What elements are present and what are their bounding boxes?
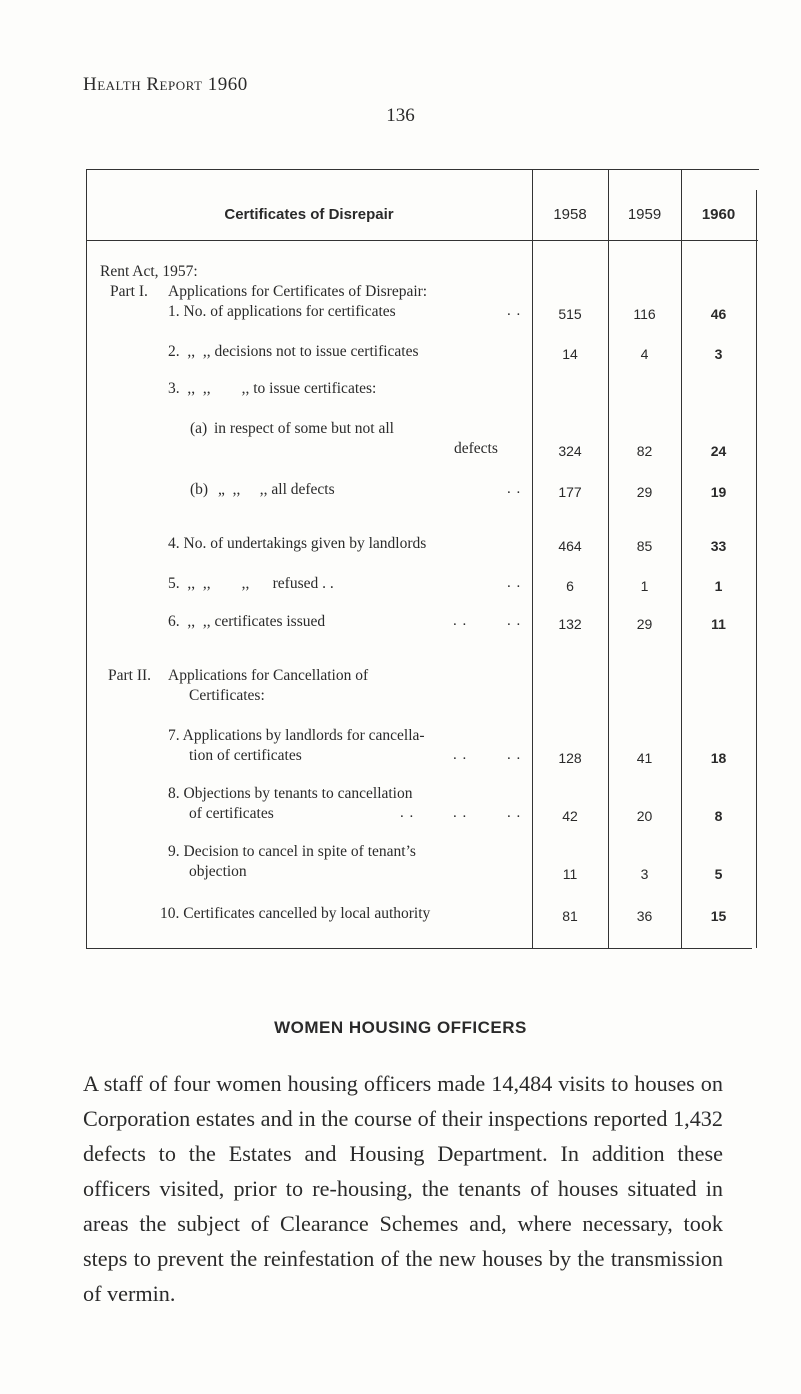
- row-7-1960: 18: [710, 750, 727, 766]
- table-top-rule: [86, 169, 759, 170]
- column-rule-1959-ext: [608, 846, 609, 948]
- row-3b-1960: 19: [710, 484, 727, 500]
- row-6-text: 6. ,, ,, certificates issued: [168, 613, 326, 630]
- row-3b-1959: 29: [636, 484, 653, 500]
- row-2-text: 2. ,, ,, decisions not to issue certificates: [168, 343, 419, 360]
- leader-dots: . .: [507, 575, 522, 591]
- row-1-1958: 515: [558, 306, 582, 322]
- row-7-1958: 128: [558, 750, 582, 766]
- year-1959: 1959: [627, 206, 662, 223]
- table-heading: Certificates of Disrepair: [224, 206, 394, 223]
- part1-title: Applications for Certificates of Disrepair:: [168, 283, 428, 300]
- row-4-1959: 85: [636, 538, 653, 554]
- row-5-1960: 1: [714, 578, 723, 594]
- row-1-text: 1. No. of applications for certificates: [168, 303, 396, 320]
- row-3a-label: (a): [190, 420, 208, 437]
- row-1-1959: 116: [633, 306, 656, 322]
- row-3a-line2: defects: [454, 440, 498, 457]
- leader-dots: . .: [453, 613, 468, 629]
- row-6-1958: 132: [558, 616, 582, 632]
- part2-label: Part II.: [108, 667, 152, 684]
- page-number: 136: [386, 105, 415, 126]
- row-9-1958: 11: [562, 866, 578, 882]
- row-7-1959: 41: [636, 750, 653, 766]
- row-4-text: 4. No. of undertakings given by landlords: [168, 535, 427, 552]
- leader-dots: . .: [453, 805, 468, 821]
- leader-dots: . .: [453, 747, 468, 763]
- row-2-1960: 3: [714, 346, 723, 362]
- table-right-rule-ext: [756, 846, 757, 948]
- table-right-rule: [756, 190, 757, 846]
- part2-title-line1: Applications for Cancellation of: [168, 667, 369, 684]
- row-8-1960: 8: [714, 808, 723, 824]
- row-10-1959: 36: [636, 908, 653, 924]
- part2-title-line2: Certificates:: [189, 687, 265, 704]
- column-rule-1960: [681, 169, 682, 846]
- row-5-1959: 1: [640, 578, 649, 594]
- act-title: Rent Act, 1957:: [100, 263, 198, 280]
- row-6-1960: 11: [711, 616, 726, 632]
- row-10-1958: 81: [562, 908, 578, 924]
- row-7-line2: tion of certificates: [189, 747, 302, 764]
- section-title: WOMEN HOUSING OFFICERS: [274, 1018, 527, 1037]
- row-9-1960: 5: [714, 866, 723, 882]
- row-3a-line1: in respect of some but not all: [214, 420, 394, 437]
- row-7-line1: 7. Applications by landlords for cancella-: [168, 727, 425, 744]
- leader-dots: . .: [507, 303, 522, 319]
- leader-dots: . .: [507, 613, 522, 629]
- header-year: 1960: [207, 74, 248, 95]
- leader-dots: . .: [507, 747, 522, 763]
- row-9-1959: 3: [640, 866, 649, 882]
- row-3a-1958: 324: [558, 443, 582, 459]
- table-left-rule: [86, 169, 87, 846]
- row-5-1958: 6: [566, 578, 574, 594]
- body-paragraph: A staff of four women housing officers made 14,484 visits to houses on Corporation estates and in the course of their inspections reported 1,432 defects to the Estates and Housing Department. In addition these officers visited, prior to re-housing, the tenants of houses situated in areas the subject of Clearance Schemes and, where necessary, took steps to prevent the reinfestation of the new houses by the transmission of vermin.: [83, 1071, 723, 1306]
- year-1958: 1958: [553, 206, 587, 223]
- row-8-line1: 8. Objections by tenants to cancellation: [168, 785, 413, 802]
- row-10-1960: 15: [710, 908, 727, 924]
- row-2-1958: 14: [562, 346, 578, 362]
- row-9-line2: objection: [189, 863, 247, 880]
- row-3a-1959: 82: [636, 443, 653, 459]
- row-8-1958: 42: [562, 808, 578, 824]
- leader-dots: . .: [507, 481, 522, 497]
- column-rule-1958: [532, 169, 533, 846]
- header-title: Health Report: [83, 74, 203, 95]
- leader-dots: . .: [400, 805, 415, 821]
- column-rule-1959: [608, 169, 609, 846]
- column-rule-1960-ext: [681, 846, 682, 948]
- row-4-1960: 33: [710, 538, 727, 554]
- row-3a-1960: 24: [710, 443, 727, 459]
- header-rule: [86, 240, 758, 241]
- row-3-text: 3. ,, ,, ,, to issue certificates:: [168, 380, 377, 397]
- table-left-rule-ext: [86, 846, 87, 948]
- row-3b-text: „ ,, ,, all defects: [218, 481, 335, 498]
- row-3b-1958: 177: [558, 484, 582, 500]
- row-8-1959: 20: [636, 808, 653, 824]
- row-10-text: 10. Certificates cancelled by local authority: [160, 905, 431, 922]
- row-2-1959: 4: [640, 346, 649, 362]
- part1-label: Part I.: [110, 283, 148, 300]
- leader-dots: . .: [507, 805, 522, 821]
- row-8-line2: of certificates: [189, 805, 274, 822]
- row-6-1959: 29: [636, 616, 653, 632]
- year-1960: 1960: [701, 206, 736, 223]
- row-4-1958: 464: [558, 538, 582, 554]
- column-rule-1958-ext: [532, 846, 533, 948]
- row-3b-label: (b): [190, 481, 209, 498]
- table-final-rule: [86, 948, 752, 949]
- row-9-line1: 9. Decision to cancel in spite of tenant’s: [168, 843, 416, 860]
- row-5-text: 5. ,, ,, ,, refused . .: [168, 575, 334, 592]
- row-1-1960: 46: [710, 306, 727, 322]
